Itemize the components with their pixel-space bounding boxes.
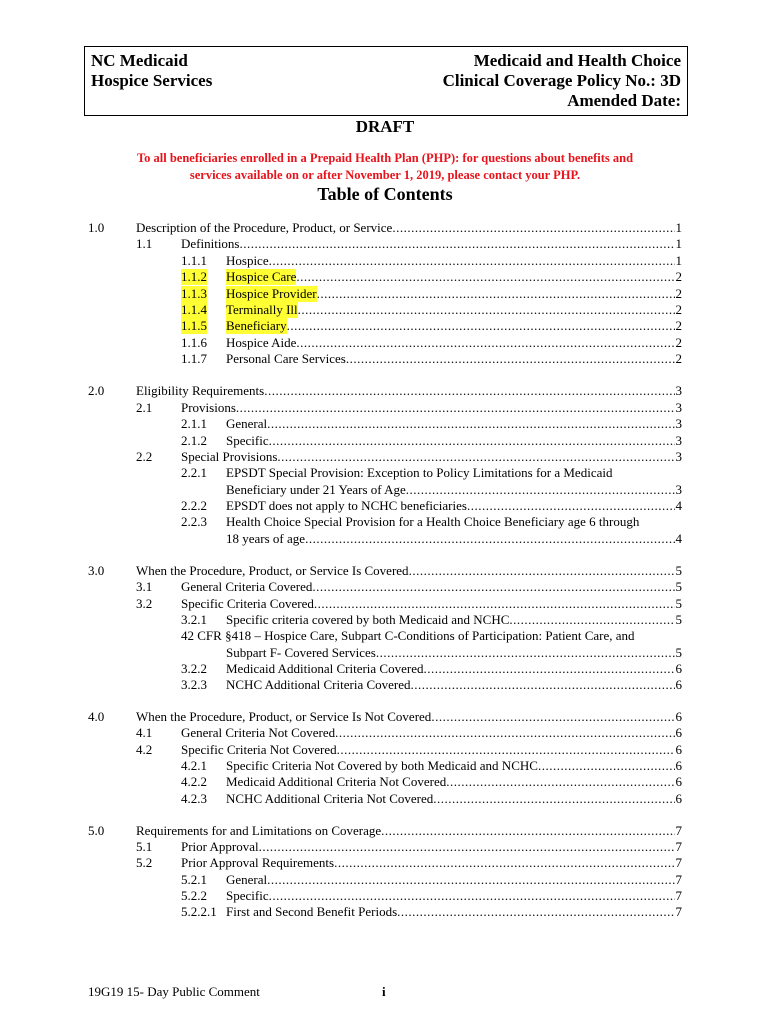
toc-number: 4.1 — [136, 725, 153, 740]
toc-number: 1.1.2 — [181, 269, 207, 284]
toc-page: 2 — [675, 286, 682, 301]
toc-page: 2 — [675, 351, 682, 366]
toc-entry-3-1[interactable] — [181, 579, 682, 595]
toc-entry-title: Eligibility Requirements — [136, 383, 265, 398]
toc-page: 6 — [675, 677, 682, 692]
toc-entry-title: Hospice — [226, 253, 269, 268]
toc-entry-title: Specific Criteria Covered — [181, 596, 314, 611]
toc-number: 2.1 — [136, 400, 153, 415]
toc-number: 2.0 — [88, 383, 105, 398]
toc-entry-2-2-1[interactable] — [226, 482, 682, 498]
toc-entry-3-2-3[interactable] — [226, 677, 682, 693]
toc-entry-title: NCHC Additional Criteria Not Covered — [226, 791, 434, 806]
toc-entry-title: Hospice Provider — [226, 286, 317, 301]
toc-entry-title: Special Provisions — [181, 449, 278, 464]
program-title: Medicaid and Health Choice — [473, 51, 681, 70]
footer-revision: 19G19 15- Day Public Comment — [88, 984, 260, 999]
toc-entry-title: Prior Approval Requirements — [181, 855, 335, 870]
toc-number: 4.2.3 — [181, 791, 207, 806]
toc-entry-title: Terminally Ill — [226, 302, 298, 317]
toc-page: 3 — [675, 449, 682, 464]
toc-entry-title: When the Procedure, Product, or Service Is Not Covered — [136, 709, 432, 724]
toc-entry-title: General — [226, 872, 268, 887]
toc-entry-2-2-3[interactable] — [226, 531, 682, 547]
toc-page: 7 — [675, 855, 682, 870]
toc-page: 1 — [675, 236, 682, 251]
toc-entry-5-2-2-1[interactable] — [226, 904, 682, 920]
toc-page: 2 — [675, 269, 682, 284]
toc-number: 3.2.2 — [181, 661, 207, 676]
toc-entry-title: Requirements for and Limitations on Coverage — [136, 823, 382, 838]
toc-entry-title: Specific criteria covered by both Medicaid and NCHC — [226, 612, 510, 627]
toc-entry-title: General — [226, 416, 268, 431]
toc-entry-1-1-2[interactable] — [226, 269, 682, 285]
toc-title: Table of Contents — [317, 184, 453, 204]
footer-page-number: i — [382, 984, 386, 999]
toc-page: 3 — [675, 383, 682, 398]
toc-page: 4 — [675, 531, 682, 546]
toc-entry-1-1-3[interactable] — [226, 286, 682, 302]
toc-entry-title: Definitions — [181, 236, 240, 251]
toc-entry-4-1[interactable] — [181, 725, 682, 741]
toc-number: 2.1.2 — [181, 433, 207, 448]
toc-entry-5-2[interactable] — [181, 855, 682, 871]
header-left — [91, 51, 212, 91]
toc-entry-5-0[interactable] — [136, 823, 682, 839]
toc-page: 7 — [675, 839, 682, 854]
toc-entry-title: Personal Care Services — [226, 351, 346, 366]
toc-page: 5 — [675, 563, 682, 578]
toc-page: 6 — [675, 661, 682, 676]
toc-entry-title: Medicaid Additional Criteria Covered — [226, 661, 424, 676]
toc-number: 1.1.7 — [181, 351, 207, 366]
toc-entry-title: Specific — [226, 888, 269, 903]
toc-number: 5.2.1 — [181, 872, 207, 887]
toc-number: 5.1 — [136, 839, 153, 854]
toc-number: 5.2.2 — [181, 888, 207, 903]
toc-number: 5.2.2.1 — [181, 904, 217, 919]
toc-entry-2-0[interactable] — [136, 383, 682, 399]
toc-page: 6 — [675, 791, 682, 806]
toc-page: 1 — [675, 253, 682, 268]
toc-entry-1-1-1[interactable] — [226, 253, 682, 269]
toc-page: 5 — [675, 612, 682, 627]
toc-page: 6 — [675, 758, 682, 773]
toc-entry-2-2[interactable] — [181, 449, 682, 465]
toc-entry-title: Specific Criteria Not Covered — [181, 742, 337, 757]
toc-page: 2 — [675, 335, 682, 350]
toc-entry-title-line: 42 CFR §418 – Hospice Care, Subpart C-Conditions of Participation: Patient Care, and — [181, 628, 635, 643]
toc-entry-2-1-2[interactable] — [226, 433, 682, 449]
toc-entry-3-0[interactable] — [136, 563, 682, 579]
toc-number: 3.2 — [136, 596, 153, 611]
toc-page: 2 — [675, 318, 682, 333]
toc-number: 2.1.1 — [181, 416, 207, 431]
toc-number: 3.2.1 — [181, 612, 207, 627]
toc-entry-title-line: Health Choice Special Provision for a Health Choice Beneficiary age 6 through — [226, 514, 640, 529]
toc-entry-title: When the Procedure, Product, or Service Is Covered — [136, 563, 409, 578]
toc-number: 4.0 — [88, 709, 105, 724]
toc-entry-title: Description of the Procedure, Product, or Service — [136, 220, 393, 235]
toc-entry-2-2-2[interactable] — [226, 498, 682, 514]
toc-number: 1.0 — [88, 220, 105, 235]
toc-entry-4-0[interactable] — [136, 709, 682, 725]
toc-page: 4 — [675, 498, 682, 513]
toc-entry-5-2-1[interactable] — [226, 872, 682, 888]
toc-number: 1.1.1 — [181, 253, 207, 268]
program-name: NC Medicaid — [91, 51, 188, 70]
header-right — [443, 51, 681, 111]
toc-number: 4.2 — [136, 742, 153, 757]
toc-number: 4.2.1 — [181, 758, 207, 773]
toc-entry-1-1-5[interactable] — [226, 318, 682, 334]
toc-entry-4-2[interactable] — [181, 742, 682, 758]
toc-number: 4.2.2 — [181, 774, 207, 789]
toc-entry-2-1[interactable] — [181, 400, 682, 416]
toc-number: 5.0 — [88, 823, 105, 838]
toc-page: 6 — [675, 725, 682, 740]
toc-number: 2.2 — [136, 449, 153, 464]
draft-label: DRAFT — [355, 117, 415, 136]
toc-page: 5 — [675, 579, 682, 594]
toc-entry-4-2-1[interactable] — [226, 758, 682, 774]
toc-entry-5-2-2[interactable] — [226, 888, 682, 904]
toc-number: 1.1.6 — [181, 335, 207, 350]
toc-entry-title: Specific — [226, 433, 269, 448]
toc-page: 6 — [675, 709, 682, 724]
toc-entry-2-1-1[interactable] — [226, 416, 682, 432]
notice-line-1: To all beneficiaries enrolled in a Prepaid Health Plan (PHP): for questions about benefits and — [136, 151, 634, 165]
toc-number: 3.0 — [88, 563, 105, 578]
toc-entry-1-1-7[interactable] — [226, 351, 682, 367]
toc-entry-title: Beneficiary under 21 Years of Age — [226, 482, 406, 497]
toc-entry-4-2-3[interactable] — [226, 791, 682, 807]
amended-date: Amended Date: — [567, 91, 681, 110]
toc-entry-title: General Criteria Not Covered — [181, 725, 336, 740]
toc-entry-1-0[interactable] — [136, 220, 682, 236]
toc-page: 5 — [675, 596, 682, 611]
toc-entry-title: General Criteria Covered — [181, 579, 313, 594]
toc-number: 5.2 — [136, 855, 153, 870]
toc-page: 3 — [675, 400, 682, 415]
notice-line-2: services available on or after November 1, 2019, please contact your PHP. — [189, 168, 581, 182]
toc-page: 6 — [675, 774, 682, 789]
toc-entry-title: Hospice Care — [226, 269, 297, 284]
toc-entry-4-2-2[interactable] — [226, 774, 682, 790]
toc-entry-title: Specific Criteria Not Covered by both Medicaid and NCHC — [226, 758, 538, 773]
toc-entry-title: NCHC Additional Criteria Covered — [226, 677, 411, 692]
toc-page: 6 — [675, 742, 682, 757]
toc-entry-1-1[interactable] — [181, 236, 682, 252]
toc-entry-title: Provisions — [181, 400, 236, 415]
header-box — [84, 46, 688, 116]
toc-number: 2.2.1 — [181, 465, 207, 480]
toc-entry-title: 18 years of age — [226, 531, 306, 546]
toc-page: 3 — [675, 433, 682, 448]
toc-entry-title: Hospice Aide — [226, 335, 297, 350]
toc-entry-title: Medicaid Additional Criteria Not Covered — [226, 774, 447, 789]
toc-page: 5 — [675, 645, 682, 660]
toc-entry-title: Subpart F- Covered Services — [226, 645, 376, 660]
toc-number: 3.2.3 — [181, 677, 207, 692]
toc-entry-1-1-4[interactable] — [226, 302, 682, 318]
toc-entry-5-1[interactable] — [181, 839, 682, 855]
toc-page: 3 — [675, 482, 682, 497]
toc-page: 7 — [675, 823, 682, 838]
toc-page: 1 — [675, 220, 682, 235]
toc-number: 1.1.5 — [181, 318, 207, 333]
toc-number: 1.1 — [136, 236, 153, 251]
toc-entry-title-line: EPSDT Special Provision: Exception to Policy Limitations for a Medicaid — [226, 465, 613, 480]
toc-page: 7 — [675, 872, 682, 887]
toc-number: 1.1.3 — [181, 286, 207, 301]
toc-page: 7 — [675, 904, 682, 919]
toc-entry-title: EPSDT does not apply to NCHC beneficiaries — [226, 498, 467, 513]
toc-page: 3 — [675, 416, 682, 431]
toc-entry-1-1-6[interactable] — [226, 335, 682, 351]
toc-entry-3-cfr[interactable] — [226, 645, 682, 661]
toc-entry-3-2-2[interactable] — [226, 661, 682, 677]
toc-entry-title: Prior Approval — [181, 839, 259, 854]
toc-entry-title: First and Second Benefit Periods — [226, 904, 398, 919]
php-notice — [90, 150, 680, 184]
toc-page: 7 — [675, 888, 682, 903]
toc-page: 2 — [675, 302, 682, 317]
service-name: Hospice Services — [91, 71, 213, 90]
toc-entry-3-2[interactable] — [181, 596, 682, 612]
policy-number: Clinical Coverage Policy No.: 3D — [442, 71, 681, 90]
toc-entry-title: Beneficiary — [226, 318, 287, 333]
toc-number: 1.1.4 — [181, 302, 207, 317]
toc-number: 3.1 — [136, 579, 153, 594]
toc-number: 2.2.3 — [181, 514, 207, 529]
toc-number: 2.2.2 — [181, 498, 207, 513]
toc-entry-3-2-1[interactable] — [226, 612, 682, 628]
